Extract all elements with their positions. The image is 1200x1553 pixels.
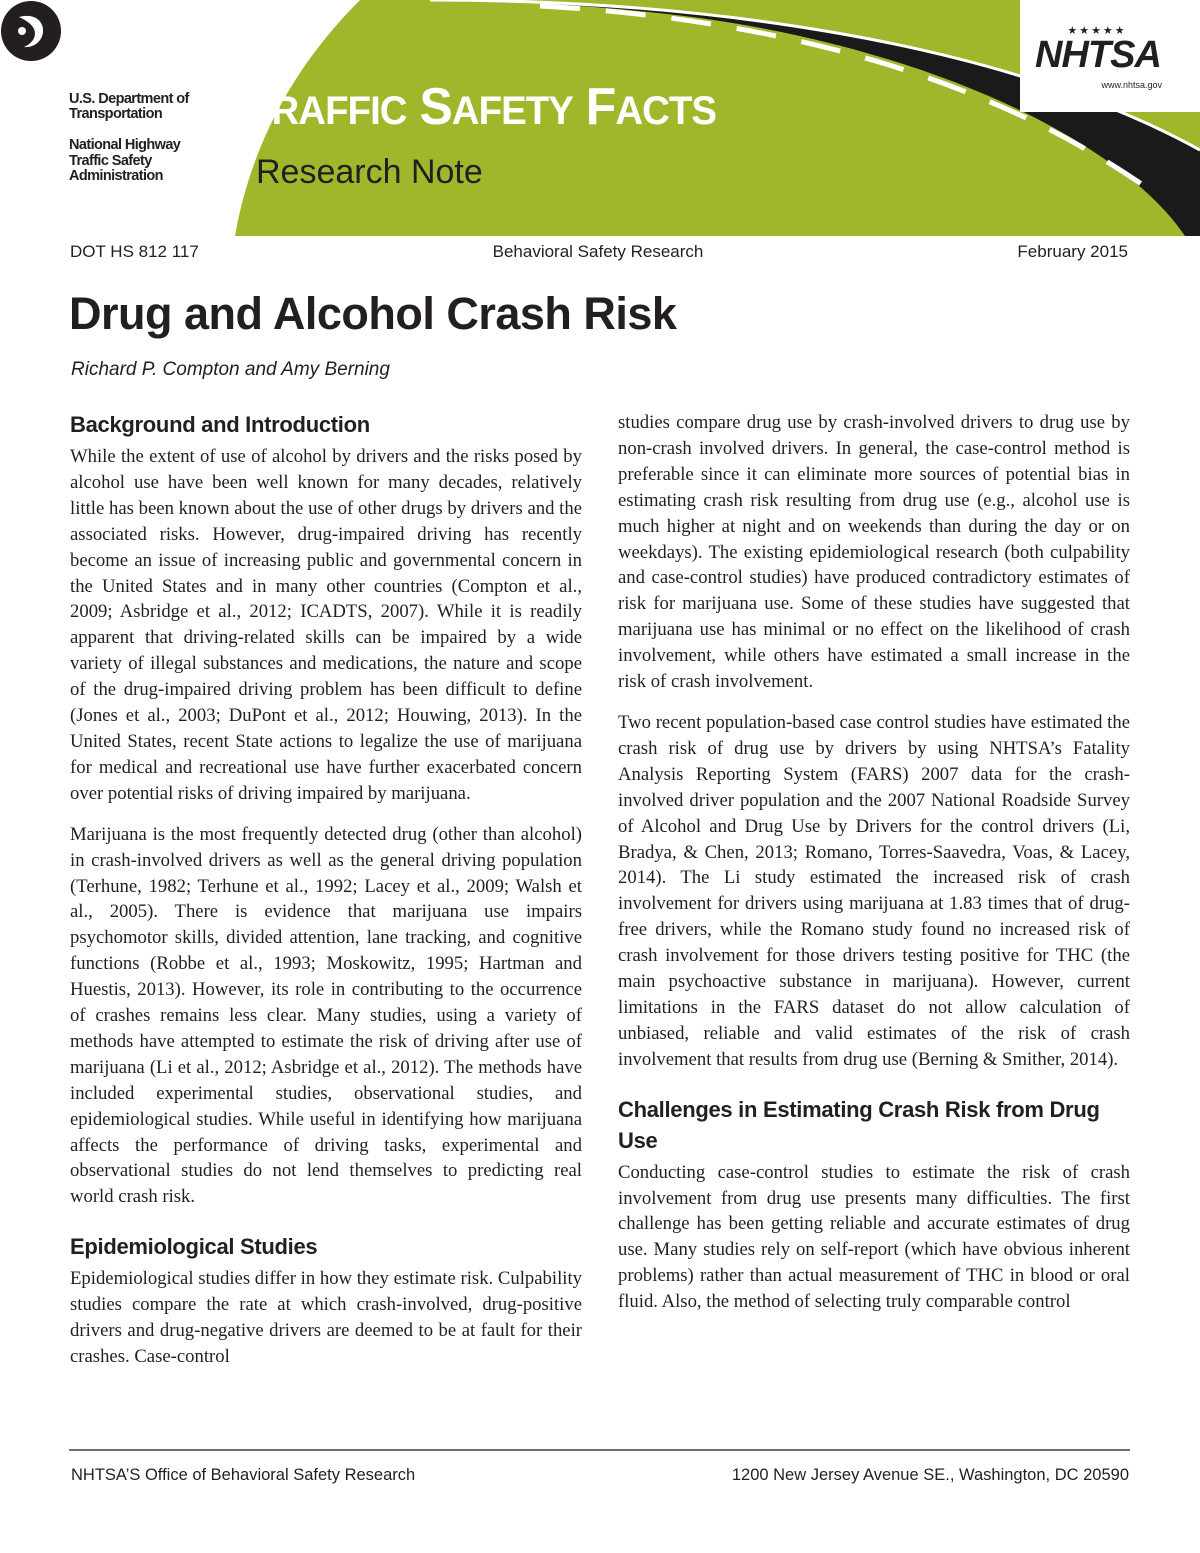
spacer bbox=[70, 1210, 582, 1231]
series-title-initial: T bbox=[242, 78, 272, 136]
authors: Richard P. Compton and Amy Berning bbox=[71, 359, 390, 380]
agency-name: National Highway Traffic Safety Administration bbox=[69, 137, 181, 184]
series-title-initial: F bbox=[585, 78, 616, 136]
nhtsa-url: www.nhtsa.gov bbox=[1101, 80, 1162, 90]
left-column bbox=[70, 409, 582, 1370]
stars-icon: ★★★★★ bbox=[1067, 24, 1127, 37]
paragraph: Epidemiological studies differ in how they estimate risk. Culpability studies compare the rate at which crash-involved, drug-positive drivers and drug-negative drivers are deemed to be at fault for their crashes. Case-control bbox=[70, 1268, 582, 1367]
header-banner bbox=[0, 0, 1200, 236]
paragraph: Two recent population-based case control studies have estimated the crash risk of drug use by drivers by using NHTSA’s Fatality Analysis Reporting System (FARS) 2007 data for the crash-involved driver population and the 2007 National Roadside Survey of Alcohol and Drug Use by Drivers for the control drivers (Li, Bradya, & Chen, 2013; Romano, Torres-Saavedra, Voas, & Lacey, 2014). The Li study estimated the increased risk of crash involvement for drivers using marijuana at 1.83 times that of drug-free drivers, while the Romano study found no increased risk of crash involvement for those drivers testing positive for THC (the main psychoactive substance in marijuana). However, current limitations in the FARS dataset do not allow calculation of unbiased, reliable and valid estimates of the risk of crash involvement that results from drug use (Berning & Smither, 2014). bbox=[618, 711, 1130, 1070]
paragraph: Marijuana is the most frequently detected drug (other than alcohol) in crash-involved drivers as well as the general driving population (Terhune, 1982; Terhune et al., 1992; Lacey et al., 2009; Walsh et al., 2005). There is evidence that marijuana use impairs psychomotor skills, divided attention, lane tracking, and cognitive functions (Robbe et al., 1993; Moskowitz, 1995; Hartman and Huestis, 2013). However, its role in contributing to the occurrence of crashes remains less clear. Many studies, using a variety of methods have attempted to estimate the risk of driving after use of marijuana (Li et al., 2012; Asbridge et al., 2012). The methods have included experimental studies, observational studies, and epidemiological studies. While useful in identifying how marijuana affects the performance of driving tasks, experimental and observational studies do not lend themselves to predicting real world crash risk. bbox=[70, 823, 582, 1208]
paragraph: Conducting case-control studies to estimate the risk of crash involvement from drug use presents many difficulties. The first challenge has been getting reliable and accurate estimates of drug use. Many studies rely on self-report (which have obvious inherent problems) rather than actual measurement of THC in blood or oral fluid. Also, the method of selecting truly comparable control bbox=[618, 1161, 1130, 1313]
paragraph: studies compare drug use by crash-involved drivers to drug use by non-crash involved drivers. In general, the case-control method is preferable since it can eliminate more sources of potential bias in estimating crash risk resulting from drug use (e.g., alcohol use is much higher at night and on weekends than during the day or on weekdays). The existing epidemiological research (both culpability and case-control studies) have produced contradictory estimates of risk for marijuana use. Some of these studies have suggested that marijuana use has minimal or no effect on the likelihood of crash involvement, while others have estimated a small increase in the risk of crash involvement. bbox=[618, 412, 1130, 693]
series-title bbox=[242, 78, 716, 140]
right-column bbox=[618, 410, 1130, 1315]
report-date: February 2015 bbox=[1017, 242, 1128, 261]
footer-rule bbox=[69, 1449, 1130, 1451]
paragraph: While the extent of use of alcohol by drivers and the risks posed by alcohol use have been well known for many decades, relatively little has been known about the use of other drugs by drivers and the associated risks. However, drug-impaired driving has recently become an issue of increasing public and governmental concern in the United States and in many other countries (Compton et al., 2009; Asbridge et al., 2012; ICADTS, 2007). While it is readily apparent that driving-related skills can be impaired by a wide variety of illegal substances and medications, the nature and scope of the drug-impaired driving problem has been difficult to define (Jones et al., 2003; DuPont et al., 2012; Houwing, 2013). In the United States, recent State actions to legalize the use of marijuana for medical and recreational use have further exacerbated concern over potential risks of driving impaired by marijuana. bbox=[70, 446, 582, 804]
series-title-word: RAFFIC bbox=[271, 89, 407, 133]
nhtsa-wordmark: NHTSA bbox=[1035, 34, 1161, 76]
nhtsa-logo bbox=[1034, 24, 1162, 96]
series-title-word: AFETY bbox=[451, 89, 573, 133]
series-title-initial: S bbox=[419, 78, 452, 136]
series-title-word: ACTS bbox=[615, 89, 717, 133]
section-heading-background: Background and Introduction bbox=[70, 412, 370, 437]
footer-office: NHTSA’S Office of Behavioral Safety Research bbox=[71, 1466, 416, 1484]
agency-name-block bbox=[69, 92, 239, 185]
spacer bbox=[618, 695, 1130, 710]
dot-logo-icon bbox=[0, 0, 62, 62]
document-title: Drug and Alcohol Crash Risk bbox=[69, 288, 677, 339]
program-name: Behavioral Safety Research bbox=[492, 242, 704, 261]
spacer bbox=[618, 1073, 1130, 1094]
spacer bbox=[70, 807, 582, 822]
department-name: U.S. Department of Transportation bbox=[69, 91, 189, 122]
series-subtitle: Research Note bbox=[256, 153, 483, 191]
footer-address: 1200 New Jersey Avenue SE., Washington, DC 20590 bbox=[731, 1466, 1129, 1484]
section-heading-challenges: Challenges in Estimating Crash Risk from Drug Use bbox=[618, 1096, 1100, 1153]
report-number: DOT HS 812 117 bbox=[70, 242, 199, 261]
section-heading-epidemiological: Epidemiological Studies bbox=[70, 1234, 318, 1260]
